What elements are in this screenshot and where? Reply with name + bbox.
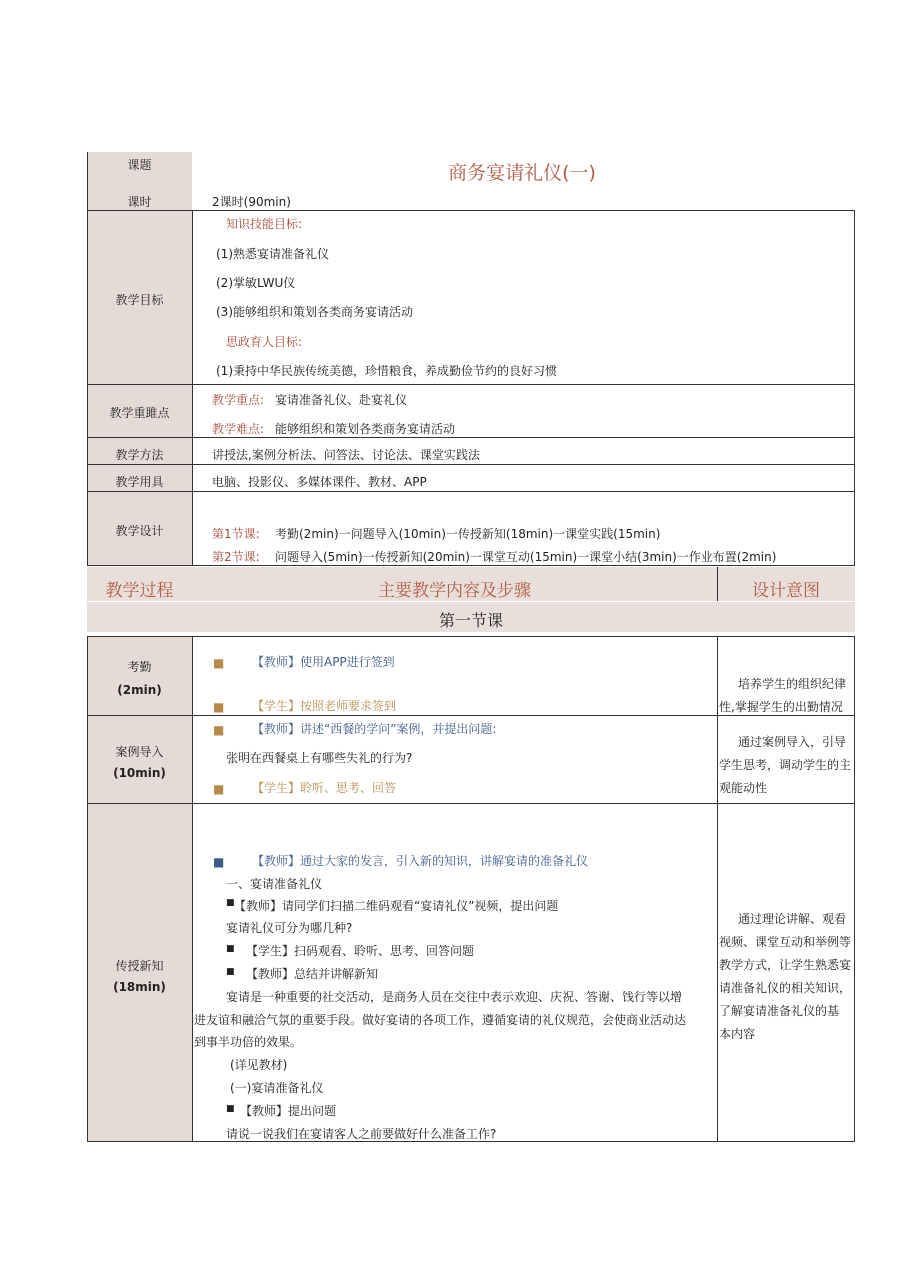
attendance-intent-2: 性,掌握学生的出勤情况: [719, 700, 843, 714]
teach-label: 传授新知: [115, 959, 164, 973]
attendance-intent-1: 培养学生的组织纪律: [738, 677, 847, 691]
process-col3-header: 设计意图: [752, 581, 820, 601]
teach-intent-2: 视频、课堂互动和举例等: [719, 935, 852, 949]
objective-item-1: (1)熟悉宴请准备礼仪: [216, 247, 329, 261]
lesson2-label: 第2节课:: [212, 550, 260, 564]
teach-see-book: (详见教材): [230, 1058, 288, 1072]
attendance-label: 考勤: [127, 660, 152, 674]
teach-intent-6: 本内容: [719, 1027, 756, 1041]
lesson1-label: 第1节课:: [212, 527, 260, 541]
teach-teacher-4: 【教师】提出问题: [240, 1104, 337, 1118]
ideology-title: 思政育人目标:: [226, 335, 303, 349]
bullet-icon: ■: [213, 855, 225, 869]
subject-label: 课题: [127, 158, 152, 172]
case-label: 案例导入: [115, 745, 164, 759]
objectives-label: 教学目标: [115, 293, 164, 307]
teach-paragraph-2: 进友谊和融洽气氛的重要手段。做好宴请的各项工作，遵循宴请的礼仪规范，会使商业活动达: [194, 1013, 687, 1027]
teach-intent-4: 请准备礼仪的相关知识，: [719, 981, 852, 995]
hours-label: 课时: [127, 195, 152, 209]
key-label: 教学重点:: [212, 393, 265, 407]
case-time: (10min): [113, 766, 166, 780]
attendance-student: 【学生】按照老师要求签到: [252, 699, 397, 713]
difficult-text: 能够组织和策划各类商务宴请活动: [275, 422, 456, 436]
lesson1-text: 考勤(2min)一问题导入(10min)一传授新知(18min)一课堂实践(15min): [275, 527, 661, 541]
teach-question-2: 请说一说我们在宴请客人之前要做好什么准备工作?: [226, 1127, 497, 1141]
ideology-item-1: (1)秉持中华民族传统美德，珍惜粮食，养成勤俭节约的良好习惯: [216, 364, 558, 378]
case-intent-2: 学生思考，调动学生的主: [719, 758, 852, 772]
methods-text: 讲授法,案例分析法、问答法、讨论法、课堂实践法: [212, 448, 480, 462]
teach-intent-3: 教学方式，让学生熟悉宴: [719, 958, 852, 972]
teach-teacher-3: 【教师】总结并讲解新知: [246, 967, 379, 981]
bullet-icon: ■: [213, 782, 225, 796]
teach-intent-5: 了解宴请准备礼仪的基: [719, 1004, 840, 1018]
teach-teacher-1: 【教师】通过大家的发言，引入新的知识，讲解宴请的准备礼仪: [252, 854, 589, 868]
difficult-label: 教学难点:: [212, 422, 265, 436]
key-points-label: 教学重雎点: [109, 406, 170, 420]
teach-paragraph-1: 宴请是一种重要的社交活动，是商务人员在交往中表示欢迎、庆祝、答谢、饯行等以增: [226, 990, 683, 1004]
case-intent-1: 通过案例导入，引导: [738, 735, 847, 749]
case-teacher: 【教师】讲述“西餐的学问”案例，并提出问题:: [252, 722, 497, 736]
teach-paragraph-3: 到事半功倍的效果。: [194, 1035, 303, 1049]
methods-label: 教学方法: [115, 448, 164, 462]
process-left-column: [87, 636, 192, 1141]
tools-label: 教学用具: [115, 475, 164, 489]
process-col1-header: 教学过程: [105, 581, 174, 601]
case-intent-3: 观能动性: [719, 781, 768, 795]
bullet-icon: ■: [213, 723, 225, 737]
design-label: 教学设计: [115, 524, 164, 538]
case-question: 张明在西餐桌上有哪些失礼的行为?: [226, 751, 413, 765]
objective-item-2: (2)掌敏LWU仪: [216, 276, 296, 290]
bullet-icon: ■: [226, 944, 235, 954]
bullet-icon: ■: [213, 700, 225, 714]
lesson2-text: 问题导入(5min)一传授新知(20min)一课堂互动(15min)一课堂小结(3min)一作业布置(2min): [275, 550, 777, 564]
teach-heading-1: 一、宴请准备礼仪: [226, 877, 323, 891]
attendance-time: (2min): [117, 683, 162, 697]
knowledge-title: 知识技能目标:: [226, 217, 303, 231]
case-student: 【学生】聆听、思考、回答: [252, 781, 397, 795]
objective-item-3: (3)能够组织和策划各类商务宴请活动: [216, 305, 413, 319]
teach-intent-1: 通过理论讲解、观看: [738, 912, 847, 926]
teach-question-1: 宴请礼仪可分为哪几种?: [226, 921, 353, 935]
bullet-icon: ■: [226, 1104, 235, 1114]
section-title: 第一节课: [438, 611, 503, 630]
left-label-column: [87, 152, 192, 565]
attendance-teacher: 【教师】使用APP进行签到: [252, 655, 395, 669]
teach-student-1: 【学生】扫码观看、聆听、思考、回答问题: [246, 944, 475, 958]
bullet-icon: ■: [226, 967, 235, 977]
key-text: 宴请准备礼仪、赴宴礼仪: [275, 393, 408, 407]
page-title: 商务宴请礼仪(一): [448, 162, 596, 184]
teach-sub-1: (一)宴请准备礼仪: [230, 1081, 324, 1095]
process-col2-header: 主要教学内容及步骤: [378, 581, 531, 601]
tools-text: 电脑、投影仪、多媒体课件、教材、APP: [212, 475, 427, 489]
teach-teacher-2: 【教师】请同学们扫描二维码观看“宴请礼仪”视频，提出问题: [234, 899, 559, 913]
teach-time: (18min): [113, 980, 166, 994]
bullet-icon: ■: [213, 656, 225, 670]
bullet-icon: ■: [226, 898, 235, 908]
hours-value: 2课时(90min): [212, 195, 291, 209]
